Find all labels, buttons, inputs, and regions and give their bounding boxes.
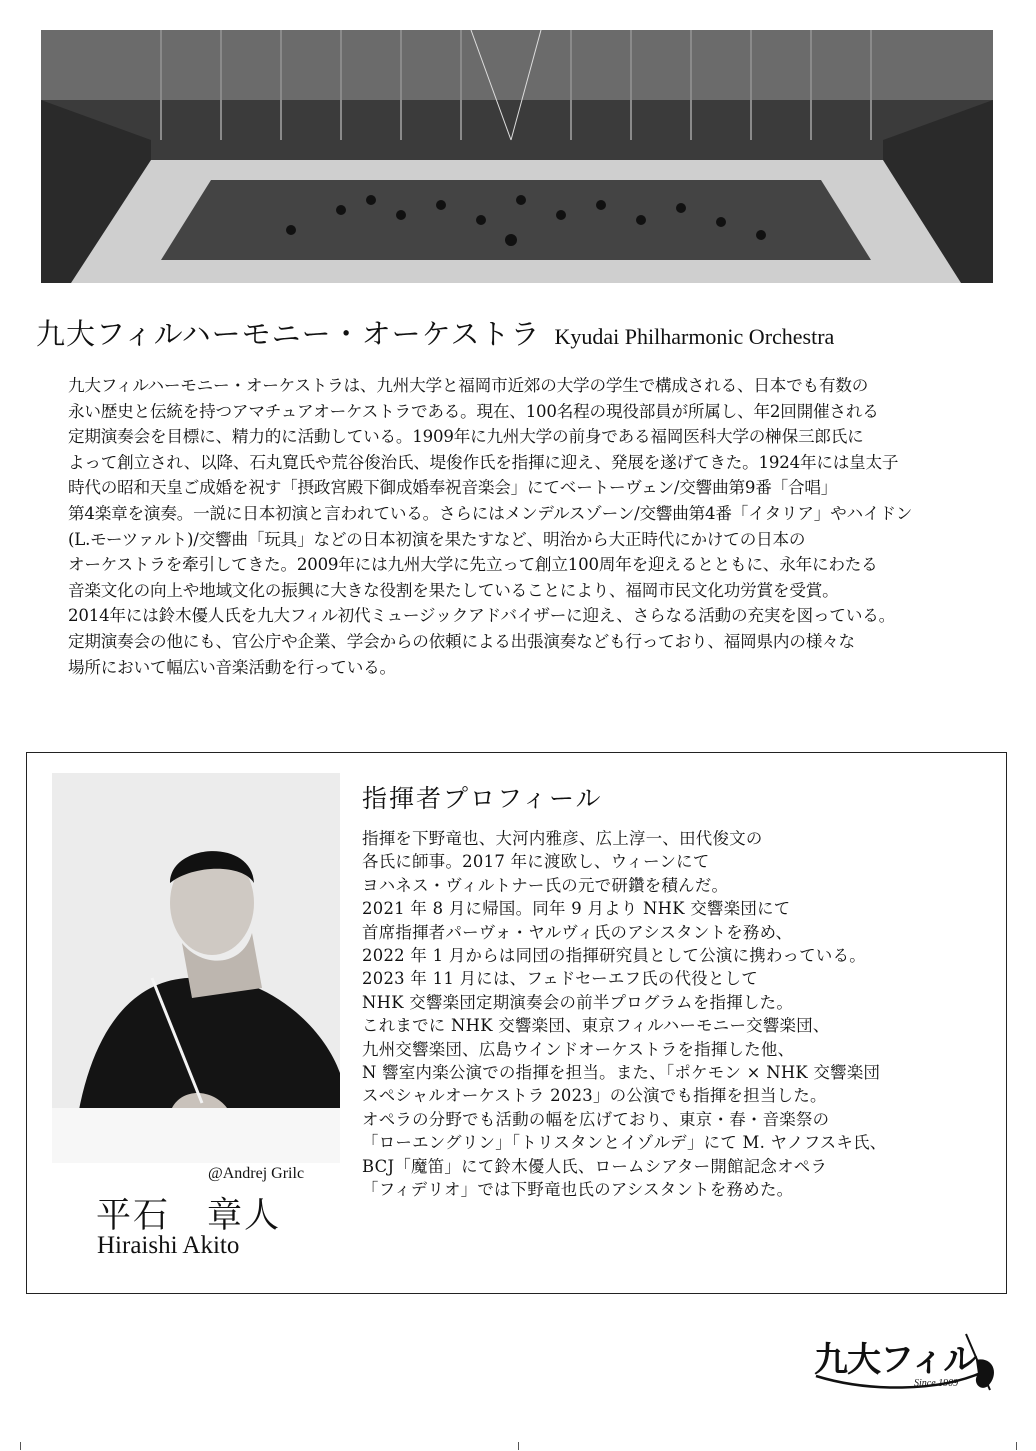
orchestra-line: 2014年には鈴木優人氏を九大フィル初代ミュージックアドバイザーに迎え、さらなる活動の充実を図っている。 xyxy=(68,606,895,626)
profile-heading: 指揮者プロフィール xyxy=(362,784,603,813)
crop-mark xyxy=(1016,1442,1017,1450)
orchestra-title xyxy=(36,312,834,353)
profile-line: NHK 交響楽団定期演奏会の前半プログラムを指揮した。 xyxy=(362,992,794,1012)
profile-line: 2023 年 11 月には、フェドセーエフ氏の代役として xyxy=(362,969,759,989)
crop-mark xyxy=(518,1442,519,1450)
profile-line: BCJ「魔笛」にて鈴木優人氏、ロームシアター開館記念オペラ xyxy=(362,1156,828,1176)
orchestra-line: (L.モーツァルト)/交響曲「玩具」などの日本初演を果たすなど、明治から大正時代にかけての日本の xyxy=(68,529,806,549)
orchestra-description xyxy=(68,373,973,680)
orchestra-line: 永い歴史と伝統を持つアマチュアオーケストラである。現在、100名程の現役部員が所属し、年2回開催される xyxy=(68,401,879,421)
orchestra-line: 時代の昭和天皇ご成婚を祝す「摂政宮殿下御成婚奉祝音楽会」にてベートーヴェン/交響曲第9番「合唱」 xyxy=(68,478,838,498)
orchestra-title-en: Kyudai Philharmonic Orchestra xyxy=(554,324,835,349)
orchestra-line: よって創立され、以降、石丸寛氏や荒谷俊治氏、堤俊作氏を指揮に迎え、発展を遂げてきた。1924年には皇太子 xyxy=(68,452,899,472)
orchestra-line: 九大フィルハーモニー・オーケストラは、九州大学と福岡市近郊の大学の学生で構成される、日本でも有数の xyxy=(68,376,869,395)
orchestra-line: 場所において幅広い音楽活動を行っている。 xyxy=(68,657,396,677)
orchestra-line: オーケストラを牽引してきた。2009年には九州大学に先立って創立100周年を迎えるとともに、永年にわたる xyxy=(68,555,878,575)
orchestra-photo xyxy=(41,30,993,283)
logo-text: 九大フィル xyxy=(814,1340,977,1380)
kyudai-phil-logo xyxy=(808,1326,1008,1402)
photo-credit: @Andrej Grilc xyxy=(208,1165,305,1182)
orchestra-line: 第4楽章を演奏。一説に日本初演と言われている。さらにはメンデルスゾーン/交響曲第4番「イタリア」やハイドン xyxy=(68,503,913,523)
conductor-name-en: Hiraishi Akito xyxy=(97,1232,240,1259)
logo-since: Since 1909 xyxy=(914,1378,959,1389)
conductor-portrait-image xyxy=(52,773,340,1163)
profile-line: 2022 年 1 月からは同団の指揮研究員として公演に携わっている。 xyxy=(362,946,866,966)
orchestra-line: 音楽文化の向上や地域文化の振興に大きな役割を果たしていることにより、福岡市民文化功労賞を受賞。 xyxy=(68,580,839,600)
profile-line: 九州交響楽団、広島ウインドオーケストラを指揮した他、 xyxy=(362,1039,795,1059)
profile-line: 「ローエングリン」「トリスタンとイゾルデ」にて M. ヤノフスキ氏、 xyxy=(362,1133,887,1153)
orchestra-line: 定期演奏会を目標に、精力的に活動している。1909年に九州大学の前身である福岡医科大学の榊保三郎氏に xyxy=(68,427,864,447)
profile-line: 指揮を下野竜也、大河内雅彦、広上淳一、田代俊文の xyxy=(362,829,763,848)
profile-line: オペラの分野でも活動の幅を広げており、東京・春・音楽祭の xyxy=(362,1109,830,1129)
profile-line: スペシャルオーケストラ 2023」の公演でも指揮を担当した。 xyxy=(362,1086,827,1106)
crop-mark xyxy=(20,1442,21,1450)
profile-line: 各氏に師事。2017 年に渡欧し、ウィーンにて xyxy=(362,852,710,872)
concert-hall-image xyxy=(41,30,993,283)
conductor-description xyxy=(362,827,1002,1202)
orchestra-line: 定期演奏会の他にも、官公庁や企業、学会からの依頼による出張演奏なども行っており、福岡県内の様々な xyxy=(68,631,855,651)
profile-line: これまでに NHK 交響楽団、東京フィルハーモニー交響楽団、 xyxy=(362,1016,830,1036)
conductor-name-ja: 平石 章人 xyxy=(96,1196,282,1236)
profile-line: 2021 年 8 月に帰国。同年 9 月より NHK 交響楽団にて xyxy=(362,899,791,919)
orchestra-title-ja: 九大フィルハーモニー・オーケストラ xyxy=(36,317,541,351)
profile-line: 「フィデリオ」では下野竜也氏のアシスタントを務めた。 xyxy=(362,1180,794,1200)
profile-line: N 響室内楽公演での指揮を担当。また、「ポケモン × NHK 交響楽団 xyxy=(362,1063,881,1083)
conductor-photo xyxy=(52,773,340,1163)
profile-line: ヨハネス・ヴィルトナー氏の元で研鑽を積んだ。 xyxy=(362,875,729,895)
profile-line: 首席指揮者パーヴォ・ヤルヴィ氏のアシスタントを務め、 xyxy=(362,922,793,942)
